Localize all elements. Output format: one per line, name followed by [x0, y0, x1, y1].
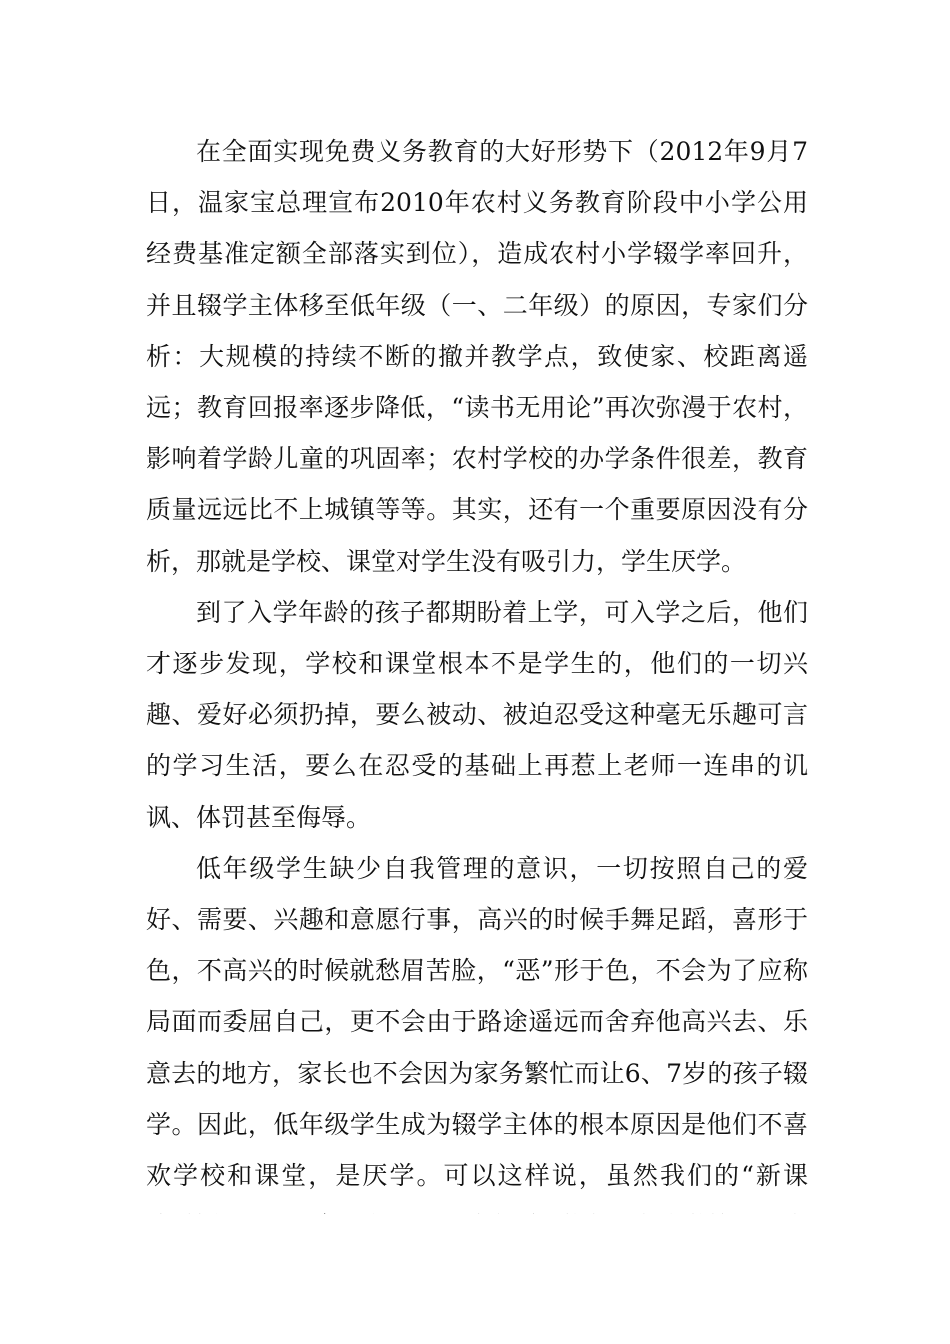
document-body	[146, 126, 808, 1304]
paragraph-3: 低年级学生缺少自我管理的意识，一切按照自己的爱好、需要、兴趣和意愿行事，高兴的时候手舞足蹈，喜形于色，不高兴的时候就愁眉苦脸，“恶”形于色，不会为了应称局面而委屈自己，更不会由于路途遥远而舍弃他高兴去、乐意去的地方，家长也不会因为家务繁忙而让6、7岁的孩子辍学。因此，低年级学生成为辍学主体的根本原因是他们不喜欢学校和课堂，是厌学。可以这样说，虽然我们的“新课	[146, 853, 808, 1191]
bottom-margin	[0, 1214, 950, 1344]
paragraph-2: 到了入学年龄的孩子都期盼着上学，可入学之后，他们才逐步发现，学校和课堂根本不是学生的，他们的一切兴趣、爱好必须扔掉，要么被动、被迫忍受这种毫无乐趣可言的学习生活，要么在忍受的基础上再惹上老师一连串的讥讽、体罚甚至侮辱。	[146, 597, 808, 832]
paragraph-1: 在全面实现免费义务教育的大好形势下（2012年9月7日，温家宝总理宣布2010年农村义务教育阶段中小学公用经费基准定额全部落实到位），造成农村小学辍学率回升，并且辍学主体移至低年级（一、二年级）的原因，专家们分析：大规模的持续不断的撤并教学点，致使家、校距离遥远；教育回报率逐步降低，“读书无用论”再次弥漫于农村，影响着学龄儿童的巩固率；农村学校的办学条件很差，教育质量远远比不上城镇等等。其实，还有一个重要原因没有分析，那就是学校、课堂对学生没有吸引力，学生厌学。	[146, 137, 808, 576]
